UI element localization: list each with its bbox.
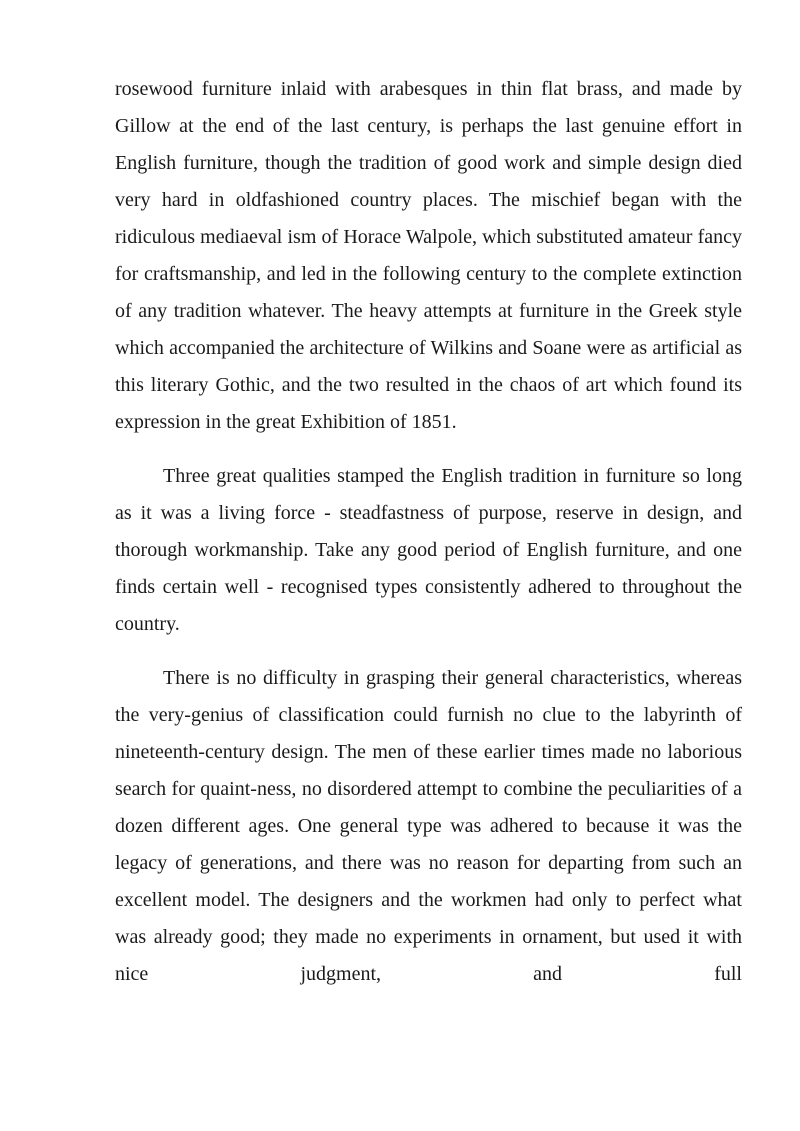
body-text [115,71,742,993]
paragraph-continued: rosewood furniture inlaid with arabesques in thin flat brass, and made by Gillow at the end of the last century, is perhaps the last genuine effort in English furniture, though the tradition of good work and simple design died very hard in oldfashioned country places. The mischief began with the ridiculous mediaeval ism of Horace Walpole, which substituted amateur fancy for craftsmanship, and led in the following century to the complete extinction of any tradition whatever. The heavy attempts at furniture in the Greek style which accompanied the architecture of Wilkins and Soane were as artificial as this literary Gothic, and the two resulted in the chaos of art which found its expression in the great Exhibition of 1851. [115,78,742,433]
paragraph-qualities: Three great qualities stamped the English tradition in furniture so long as it was a living force - steadfastness of purpose, reserve in design, and thorough workmanship. Take any good period of English furniture, and one finds certain well - recognised types consistently adhered to throughout the country. [115,465,742,635]
paragraph-characteristics: There is no difficulty in grasping their general characteristics, whereas the very-genius of classification could furnish no clue to the labyrinth of nineteenth-century design. The men of these earlier times made no laborious search for quaint-ness, no disordered attempt to combine the peculiarities of a dozen different ages. One general type was adhered to because it was the legacy of generations, and there was no reason for departing from such an excellent model. The designers and the workmen had only to perfect what was already good; they made no experiments in ornament, but used it with nice judgment, and full [115,667,742,985]
